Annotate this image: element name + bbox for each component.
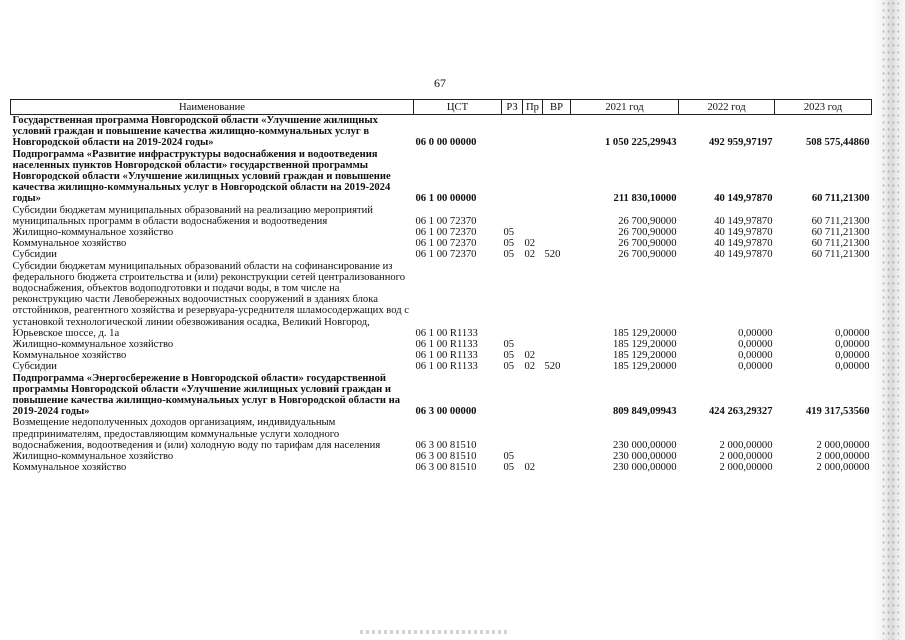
table-row bbox=[11, 462, 872, 473]
row-name: Возмещение недополученных доходов организациям, индивидуальным предпринимателям, предоставляющим коммунальные услуги холодного водоснабжения, водоотведения и (или) холодную воду по тарифам для населения bbox=[12, 417, 381, 451]
row-name: Коммунальное хозяйство bbox=[12, 462, 127, 474]
row-cst: 06 3 00 81510 bbox=[415, 462, 477, 474]
row-vr bbox=[543, 205, 571, 227]
header-cst: ЦСТ bbox=[414, 100, 502, 115]
row-vr bbox=[543, 339, 571, 350]
table-row bbox=[11, 417, 872, 451]
header-2023: 2023 год bbox=[775, 100, 872, 115]
row-value-2022: 0,00000 bbox=[738, 350, 773, 362]
row-pr bbox=[523, 373, 543, 418]
table-row bbox=[11, 261, 872, 339]
row-rz: 05 bbox=[503, 238, 515, 250]
table-row bbox=[11, 339, 872, 350]
row-pr bbox=[523, 115, 543, 149]
row-value-2022: 0,00000 bbox=[738, 327, 773, 339]
row-rz: 05 bbox=[503, 451, 515, 463]
row-rz: 05 bbox=[503, 350, 515, 362]
table-row bbox=[11, 227, 872, 238]
row-vr bbox=[543, 261, 571, 339]
row-value-2021: 185 129,20000 bbox=[612, 327, 677, 339]
row-value-2023: 60 711,21300 bbox=[811, 215, 870, 227]
row-rz: 05 bbox=[503, 227, 515, 239]
row-value-2023: 60 711,21300 bbox=[811, 238, 870, 250]
row-name: Подпрограмма «Энергосбережение в Новгородской области» государственной программы Новгородской области «Улучшение жилищных условий граждан и повышение качества жилищно-коммунальных услуг в Новгородской области на 2019-2024 годы» bbox=[12, 372, 401, 418]
row-value-2021: 26 700,90000 bbox=[618, 215, 677, 227]
row-vr bbox=[543, 149, 571, 205]
row-rz bbox=[502, 373, 523, 418]
row-cst: 06 1 00 72370 bbox=[415, 238, 477, 250]
row-value-2023: 0,00000 bbox=[835, 361, 870, 373]
row-vr bbox=[543, 451, 571, 462]
scan-noise bbox=[881, 0, 899, 640]
row-rz bbox=[502, 261, 523, 339]
header-2022: 2022 год bbox=[679, 100, 775, 115]
row-name: Жилищно-коммунальное хозяйство bbox=[12, 451, 174, 463]
row-cst: 06 3 00 00000 bbox=[415, 406, 477, 418]
row-value-2021: 230 000,00000 bbox=[612, 451, 677, 463]
row-value-2023: 2 000,00000 bbox=[816, 462, 870, 474]
row-vr: 520 bbox=[544, 361, 561, 373]
row-value-2023: 419 317,53560 bbox=[805, 406, 870, 418]
row-value-2022: 0,00000 bbox=[738, 339, 773, 351]
row-rz: 05 bbox=[503, 462, 515, 474]
row-rz: 05 bbox=[503, 249, 515, 261]
row-cst: 06 1 00 72370 bbox=[415, 249, 477, 261]
header-pr: Пр bbox=[523, 100, 543, 115]
row-rz bbox=[502, 149, 523, 205]
row-value-2022: 0,00000 bbox=[738, 361, 773, 373]
row-pr: 02 bbox=[524, 361, 536, 373]
row-rz bbox=[502, 115, 523, 149]
row-value-2021: 185 129,20000 bbox=[612, 339, 677, 351]
row-value-2023: 0,00000 bbox=[835, 339, 870, 351]
row-value-2021: 1 050 225,29943 bbox=[604, 137, 677, 149]
row-value-2023: 60 711,21300 bbox=[811, 227, 870, 239]
row-rz bbox=[502, 205, 523, 227]
table-row bbox=[11, 238, 872, 249]
row-name: Государственная программа Новгородской области «Улучшение жилищных условий граждан и повышение качества жилищно-коммунальных услуг в Новгородской области на 2019-2024 годы» bbox=[12, 115, 378, 149]
row-rz: 05 bbox=[503, 361, 515, 373]
row-cst: 06 3 00 81510 bbox=[415, 451, 477, 463]
row-vr: 520 bbox=[544, 249, 561, 261]
row-vr bbox=[543, 417, 571, 451]
row-value-2023: 60 711,21300 bbox=[811, 193, 870, 205]
row-value-2023: 508 575,44860 bbox=[805, 137, 870, 149]
row-name: Субсидии bbox=[12, 361, 57, 373]
row-value-2022: 40 149,97870 bbox=[714, 215, 773, 227]
table-row bbox=[11, 115, 872, 149]
row-cst: 06 1 00 R1133 bbox=[415, 339, 478, 351]
row-value-2023: 60 711,21300 bbox=[811, 249, 870, 261]
row-value-2021: 26 700,90000 bbox=[618, 249, 677, 261]
row-value-2021: 26 700,90000 bbox=[618, 238, 677, 250]
row-value-2022: 40 149,97870 bbox=[714, 238, 773, 250]
row-vr bbox=[543, 227, 571, 238]
row-name: Жилищно-коммунальное хозяйство bbox=[12, 227, 174, 239]
row-value-2021: 211 830,10000 bbox=[613, 193, 677, 205]
row-value-2022: 40 149,97870 bbox=[714, 249, 773, 261]
row-value-2021: 26 700,90000 bbox=[618, 227, 677, 239]
row-rz: 05 bbox=[503, 339, 515, 351]
table-row bbox=[11, 205, 872, 227]
row-cst: 06 1 00 R1133 bbox=[415, 350, 478, 362]
table-header-row bbox=[11, 100, 872, 115]
row-value-2022: 424 263,29327 bbox=[708, 406, 773, 418]
header-rz: РЗ bbox=[502, 100, 523, 115]
row-pr: 02 bbox=[524, 249, 536, 261]
row-cst: 06 1 00 00000 bbox=[415, 193, 477, 205]
row-cst: 06 1 00 72370 bbox=[415, 215, 477, 227]
row-value-2021: 230 000,00000 bbox=[612, 439, 677, 451]
row-cst: 06 1 00 R1133 bbox=[415, 361, 478, 373]
row-rz bbox=[502, 417, 523, 451]
row-pr bbox=[523, 227, 543, 238]
header-vr: ВР bbox=[543, 100, 571, 115]
row-value-2023: 2 000,00000 bbox=[816, 439, 870, 451]
row-value-2022: 40 149,97870 bbox=[714, 193, 773, 205]
row-name: Субсидии бюджетам муниципальных образований на реализацию мероприятий муниципальных программ в области водоснабжения и водоотведения bbox=[12, 204, 373, 227]
row-vr bbox=[543, 350, 571, 361]
row-value-2022: 40 149,97870 bbox=[714, 227, 773, 239]
row-value-2023: 0,00000 bbox=[835, 327, 870, 339]
row-pr bbox=[523, 417, 543, 451]
page-number: 67 bbox=[434, 76, 446, 90]
row-value-2023: 2 000,00000 bbox=[816, 451, 870, 463]
header-name: Наименование bbox=[11, 100, 414, 115]
table-row bbox=[11, 350, 872, 361]
row-vr bbox=[543, 238, 571, 249]
table-row bbox=[11, 149, 872, 205]
row-name: Коммунальное хозяйство bbox=[12, 238, 127, 250]
row-pr: 02 bbox=[524, 238, 536, 250]
scan-artifact bbox=[360, 630, 510, 634]
table-body bbox=[11, 115, 872, 474]
row-name: Коммунальное хозяйство bbox=[12, 350, 127, 362]
row-pr bbox=[523, 149, 543, 205]
row-value-2022: 2 000,00000 bbox=[719, 439, 773, 451]
row-value-2021: 185 129,20000 bbox=[612, 350, 677, 362]
table-row bbox=[11, 361, 872, 372]
row-pr: 02 bbox=[524, 462, 536, 474]
row-name: Субсидии бюджетам муниципальных образований области на софинансирование из федерального бюджета строительства и (или) реконструкции сетей централизованного водоснабжения, объектов водоподготовки и подачи воды, в том числе на реконструкцию части Левобережных водоочистных сооружений в зданиях блока отстойников, реагентного хозяйства и резервуара-усреднителя шламосодержащих вод с установкой технологической линии обезвоживания осадка, Великий Новгород, Юрьевское шоссе, д. 1а bbox=[12, 260, 409, 339]
row-vr bbox=[543, 373, 571, 418]
row-vr bbox=[543, 462, 571, 473]
row-value-2021: 185 129,20000 bbox=[612, 361, 677, 373]
header-2021: 2021 год bbox=[571, 100, 679, 115]
row-pr bbox=[523, 205, 543, 227]
table-row bbox=[11, 451, 872, 462]
table-row bbox=[11, 249, 872, 260]
row-cst: 06 1 00 72370 bbox=[415, 227, 477, 239]
row-cst: 06 1 00 R1133 bbox=[415, 327, 478, 339]
row-value-2023: 0,00000 bbox=[835, 350, 870, 362]
row-name: Подпрограмма «Развитие инфраструктуры водоснабжения и водоотведения населенных пунктов Новгородской области» государственной программы Новгородской области «Улучшение жилищных условий граждан и повышение качества жилищно-коммунальных услуг в Новгородской области на 2019-2024 годы» bbox=[12, 148, 391, 205]
row-vr bbox=[543, 115, 571, 149]
row-pr: 02 bbox=[524, 350, 536, 362]
row-name: Жилищно-коммунальное хозяйство bbox=[12, 339, 174, 351]
row-name: Субсидии bbox=[12, 249, 57, 261]
row-cst: 06 3 00 81510 bbox=[415, 439, 477, 451]
row-pr bbox=[523, 339, 543, 350]
row-value-2022: 2 000,00000 bbox=[719, 462, 773, 474]
row-value-2021: 809 849,09943 bbox=[612, 406, 677, 418]
row-pr bbox=[523, 451, 543, 462]
table-row bbox=[11, 373, 872, 418]
row-cst: 06 0 00 00000 bbox=[415, 137, 477, 149]
row-value-2022: 492 959,97197 bbox=[708, 137, 773, 149]
row-pr bbox=[523, 261, 543, 339]
row-value-2021: 230 000,00000 bbox=[612, 462, 677, 474]
budget-table bbox=[10, 99, 872, 474]
row-value-2022: 2 000,00000 bbox=[719, 451, 773, 463]
